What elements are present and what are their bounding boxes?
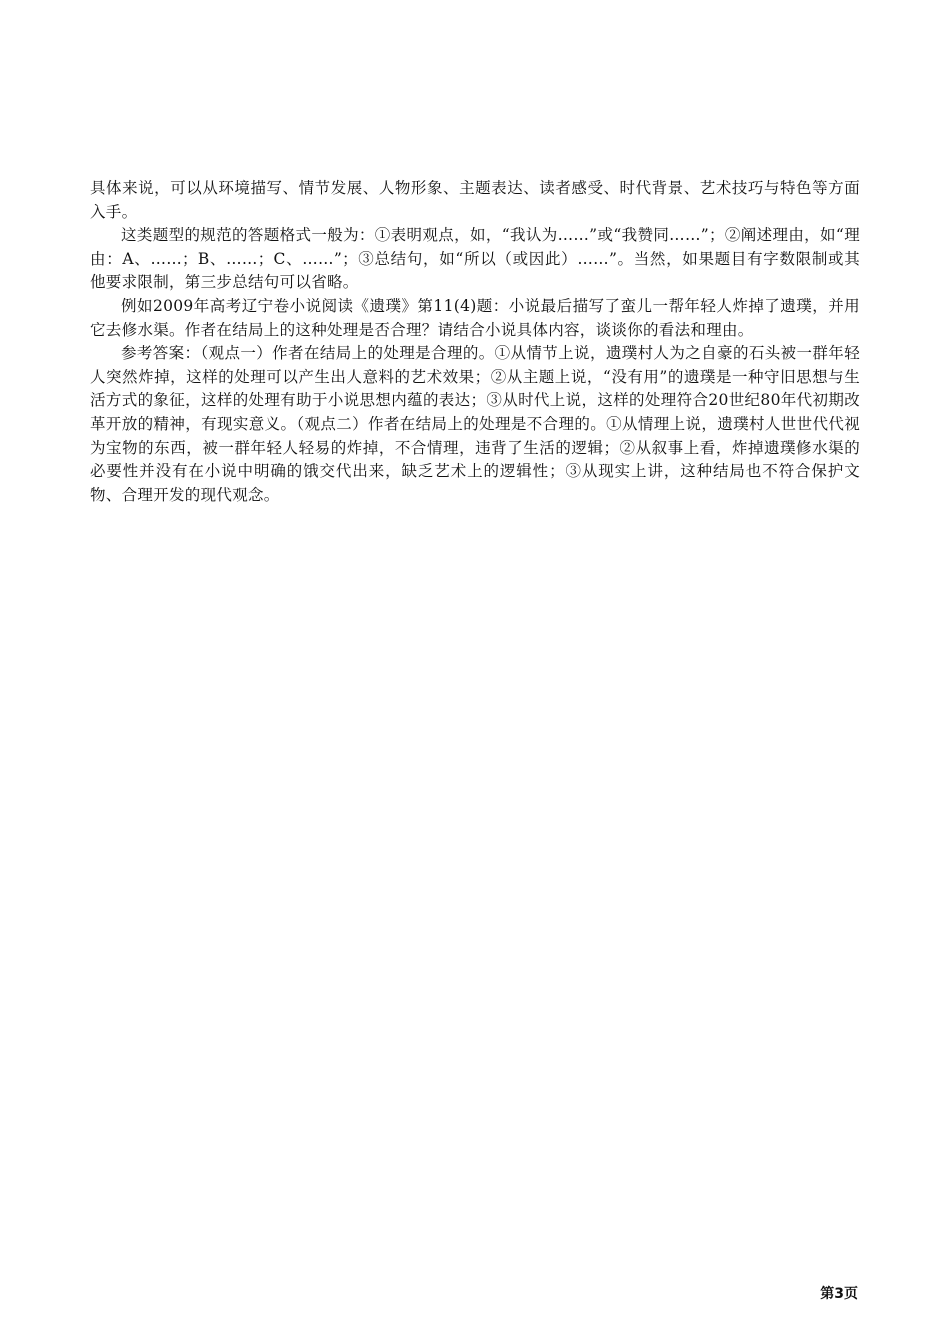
paragraph-example-question: 例如2009年高考辽宁卷小说阅读《遗璞》第11(4)题：小说最后描写了蛮儿一帮年轻人炸掉了遗璞，并用它去修水渠。作者在结局上的这种处理是否合理？请结合小说具体内容，谈谈你的看法和理由。	[90, 296, 860, 339]
page-number: 第3页	[820, 1286, 858, 1302]
document-body	[90, 177, 860, 507]
paragraph-reference-answer: 参考答案：（观点一）作者在结局上的处理是合理的。①从情节上说，遗璞村人为之自豪的石头被一群年轻人突然炸掉，这样的处理可以产生出人意料的艺术效果；②从主题上说，“没有用”的遗璞是一种守旧思想与生活方式的象征，这样的处理有助于小说思想内蕴的表达；③从时代上说，这样的处理符合20世纪80年代初期改革开放的精神，有现实意义。（观点二）作者在结局上的处理是不合理的。①从情理上说，遗璞村人世世代代视为宝物的东西，被一群年轻人轻易的炸掉，不合情理，违背了生活的逻辑；②从叙事上看，炸掉遗璞修水渠的必要性并没有在小说中明确的饿交代出来，缺乏艺术上的逻辑性；③从现实上讲，这种结局也不符合保护文物、合理开发的现代观念。	[90, 344, 860, 504]
paragraph-continuation: 具体来说，可以从环境描写、情节发展、人物形象、主题表达、读者感受、时代背景、艺术技巧与特色等方面入手。	[90, 179, 860, 221]
paragraph-answer-format: 这类题型的规范的答题格式一般为：①表明观点，如，“我认为……”或“我赞同……”；②阐述理由，如“理由：A、……；B、……；C、……”；③总结句，如“所以（或因此）……”。当然，如果题目有字数限制或其他要求限制，第三步总结句可以省略。	[90, 226, 860, 292]
